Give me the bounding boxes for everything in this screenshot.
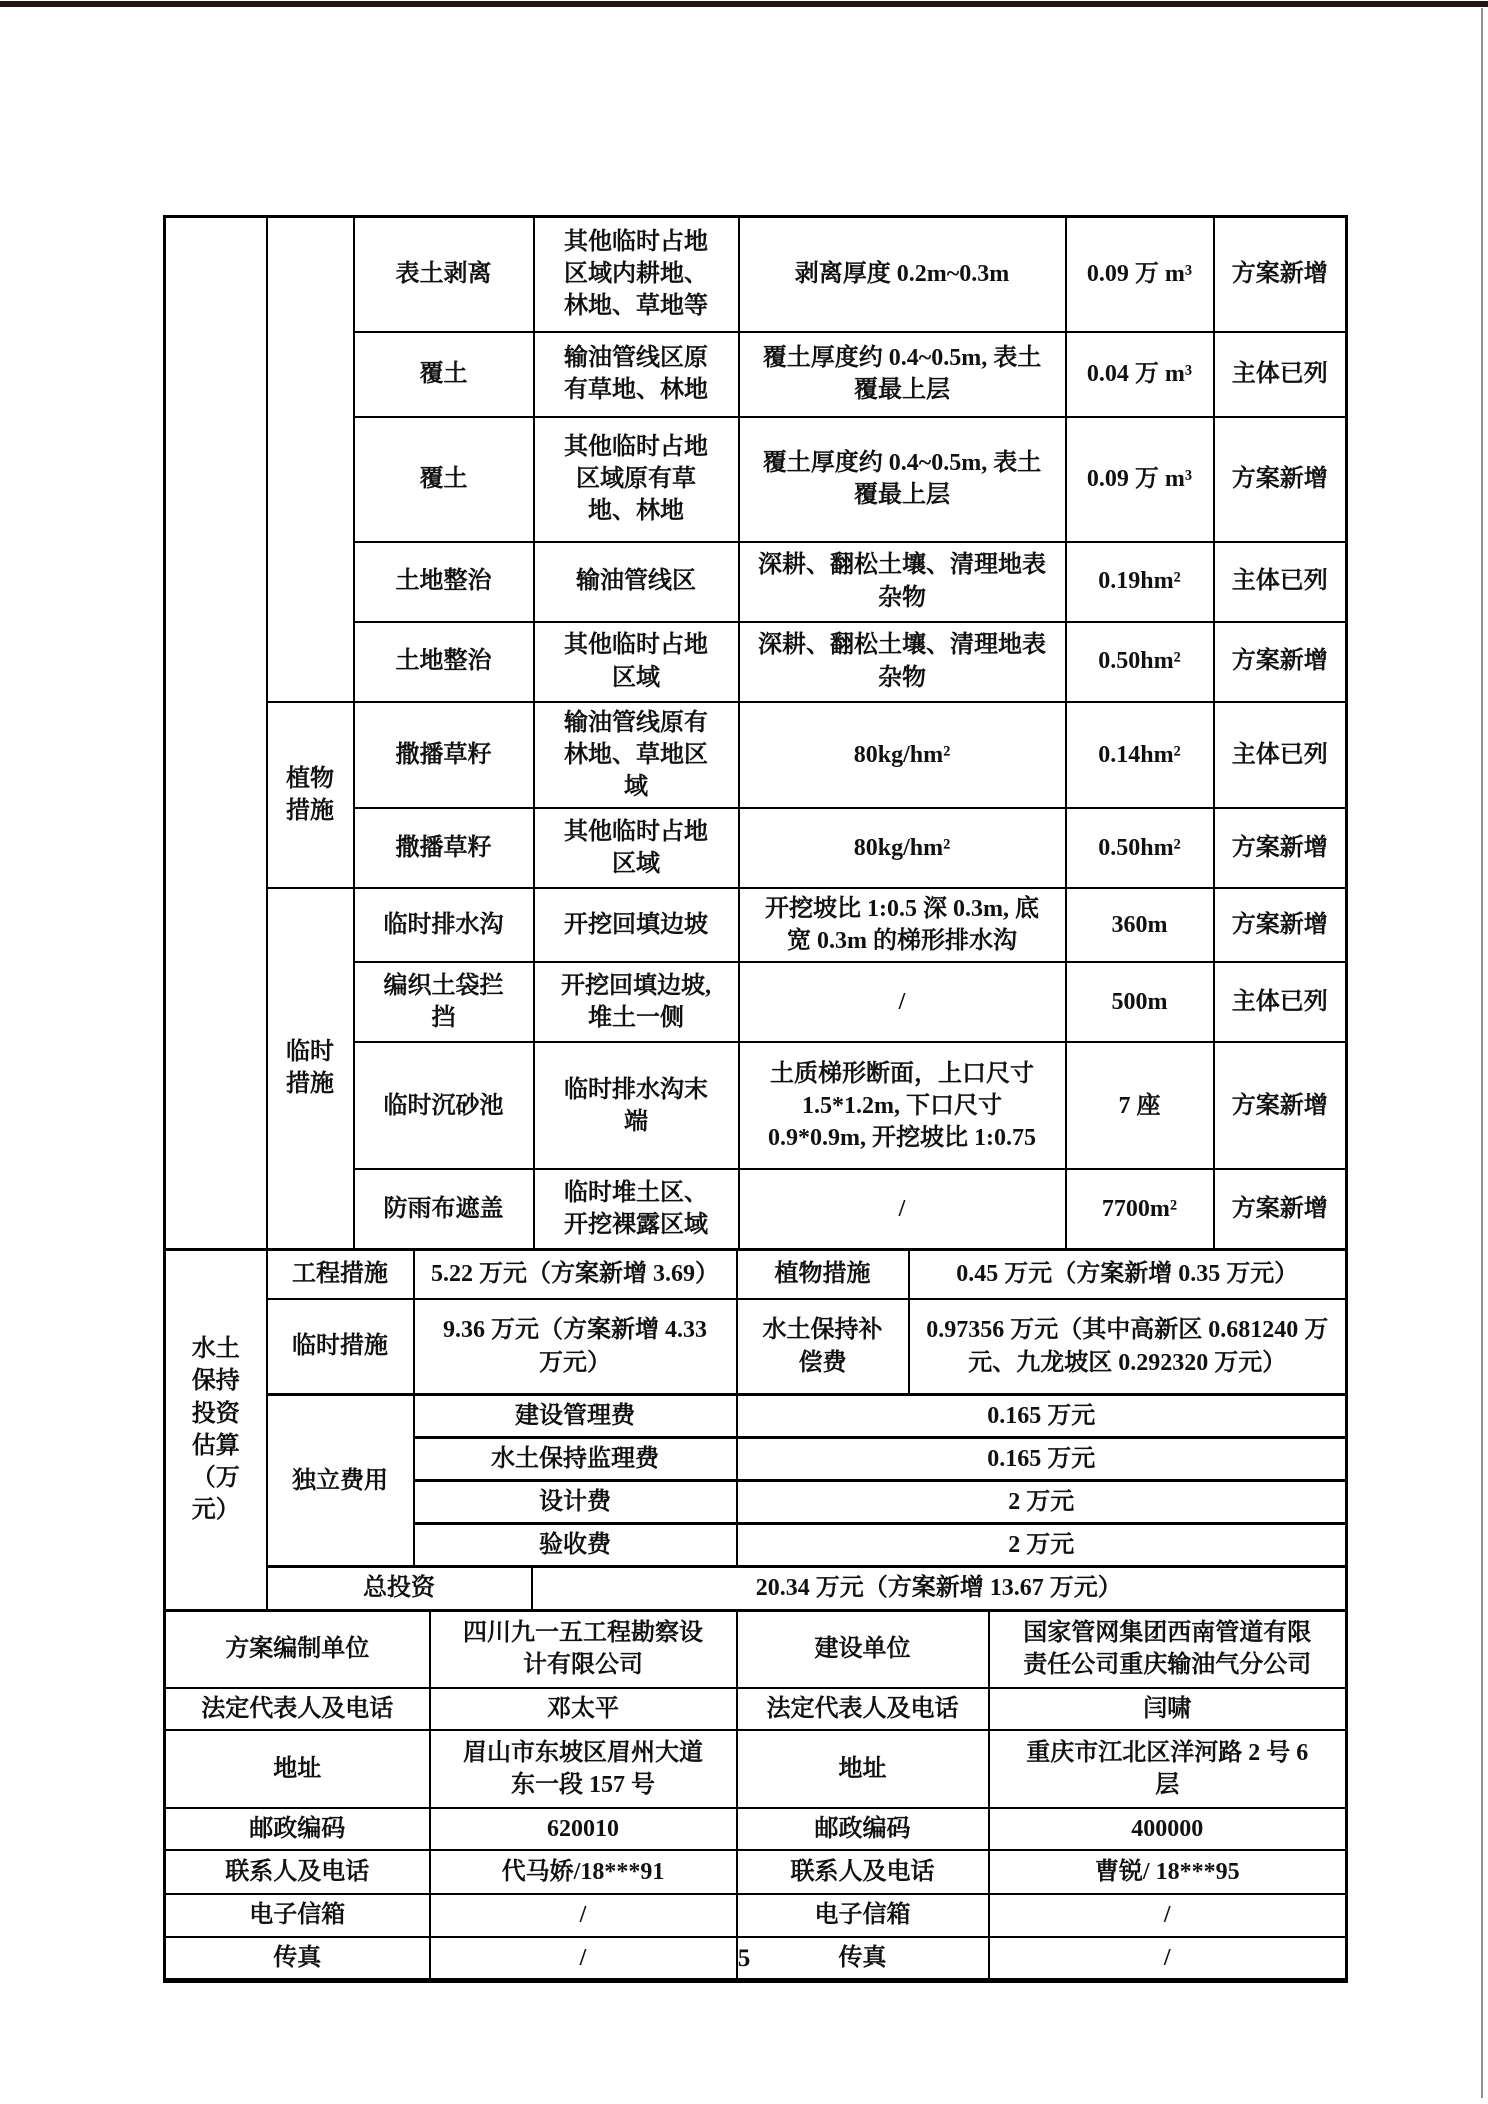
- measure-location-cell: 其他临时占地区域原有草地、林地: [534, 417, 739, 542]
- table-row: [165, 1610, 1347, 1688]
- info-value-cell: 邓太平: [430, 1688, 737, 1730]
- info-value-cell: 眉山市东坡区眉州大道东一段 157 号: [430, 1730, 737, 1808]
- measure-quantity-cell: 0.09 万 m³: [1066, 217, 1214, 332]
- empty-cell: [267, 217, 354, 702]
- temporary-measures-label: 临时措施: [267, 1299, 414, 1394]
- measure-name-cell: 防雨布遮盖: [354, 1169, 534, 1249]
- measure-note-cell: 主体已列: [1214, 702, 1347, 808]
- measure-location-cell: 输油管线区: [534, 542, 739, 622]
- measure-spec-cell: /: [739, 1169, 1066, 1249]
- info-label-cell: 传真: [737, 1937, 989, 1981]
- info-value-cell: /: [430, 1894, 737, 1936]
- fee-name-cell: 设计费: [414, 1481, 737, 1524]
- measure-group-label: 植物措施: [267, 702, 354, 888]
- page-number: 5: [737, 1945, 751, 1972]
- fee-name-cell: 建设管理费: [414, 1394, 737, 1437]
- measure-quantity-cell: 500m: [1066, 962, 1214, 1042]
- measure-location-cell: 其他临时占地区域内耕地、林地、草地等: [534, 217, 739, 332]
- fee-value-cell: 2 万元: [737, 1524, 1347, 1567]
- info-label-cell: 地址: [165, 1730, 430, 1808]
- measure-name-cell: 编织土袋拦挡: [354, 962, 534, 1042]
- total-investment-value: 20.34 万元（方案新增 13.67 万元）: [532, 1567, 1347, 1610]
- table-row: [165, 888, 1347, 962]
- info-label-cell: 电子信箱: [737, 1894, 989, 1936]
- info-label-cell: 联系人及电话: [165, 1850, 430, 1894]
- measure-name-cell: 覆土: [354, 417, 534, 542]
- measure-location-cell: 其他临时占地区域: [534, 808, 739, 888]
- fee-value-cell: 0.165 万元: [737, 1437, 1347, 1480]
- measure-location-cell: 临时排水沟末端: [534, 1042, 739, 1169]
- measure-name-cell: 临时沉砂池: [354, 1042, 534, 1169]
- info-label-cell: 地址: [737, 1730, 989, 1808]
- independent-cost-label: 独立费用: [267, 1394, 414, 1567]
- measure-note-cell: 方案新增: [1214, 417, 1347, 542]
- info-value-cell: 国家管网集团西南管道有限责任公司重庆输油气分公司: [989, 1610, 1347, 1688]
- measure-spec-cell: 开挖坡比 1:0.5 深 0.3m, 底宽 0.3m 的梯形排水沟: [739, 888, 1066, 962]
- info-value-cell: 代马娇/18***91: [430, 1850, 737, 1894]
- info-label-cell: 建设单位: [737, 1610, 989, 1688]
- measure-name-cell: 土地整治: [354, 622, 534, 702]
- measure-quantity-cell: 360m: [1066, 888, 1214, 962]
- investment-table: [163, 1248, 1348, 1612]
- fee-value-cell: 0.165 万元: [737, 1394, 1347, 1437]
- engineering-measures-value: 5.22 万元（方案新增 3.69）: [414, 1249, 737, 1299]
- table-row: [165, 1567, 1347, 1610]
- top-edge-bar: [0, 1, 1488, 7]
- measure-quantity-cell: 0.50hm²: [1066, 808, 1214, 888]
- info-label-cell: 电子信箱: [165, 1894, 430, 1936]
- table-row: [165, 1730, 1347, 1808]
- measure-spec-cell: 80kg/hm²: [739, 808, 1066, 888]
- table-row: [165, 217, 1347, 332]
- measure-note-cell: 方案新增: [1214, 888, 1347, 962]
- info-label-cell: 联系人及电话: [737, 1850, 989, 1894]
- info-label-cell: 方案编制单位: [165, 1610, 430, 1688]
- measure-name-cell: 表土剥离: [354, 217, 534, 332]
- table-row: [165, 1808, 1347, 1850]
- info-value-cell: 闫啸: [989, 1688, 1347, 1730]
- measure-location-cell: 其他临时占地区域: [534, 622, 739, 702]
- table-area: [163, 215, 1345, 1983]
- info-label-cell: 传真: [165, 1937, 430, 1981]
- page-edge-line: [1481, 8, 1483, 2098]
- measure-spec-cell: 土质梯形断面，上口尺寸 1.5*1.2m, 下口尺寸 0.9*0.9m, 开挖坡比 1:0.75: [739, 1042, 1066, 1169]
- measure-spec-cell: 覆土厚度约 0.4~0.5m, 表土覆最上层: [739, 332, 1066, 417]
- table-row: [165, 1894, 1347, 1936]
- contact-info-table: [163, 1609, 1348, 1983]
- info-value-cell: 重庆市江北区洋河路 2 号 6 层: [989, 1730, 1347, 1808]
- measure-quantity-cell: 0.14hm²: [1066, 702, 1214, 808]
- info-label-cell: 邮政编码: [165, 1808, 430, 1850]
- investment-section-label: 水土保持投资估算（万元）: [165, 1249, 267, 1610]
- measure-spec-cell: 覆土厚度约 0.4~0.5m, 表土覆最上层: [739, 417, 1066, 542]
- measure-note-cell: 主体已列: [1214, 962, 1347, 1042]
- measure-note-cell: 主体已列: [1214, 542, 1347, 622]
- measure-quantity-cell: 0.50hm²: [1066, 622, 1214, 702]
- measure-name-cell: 撒播草籽: [354, 702, 534, 808]
- info-label-cell: 法定代表人及电话: [737, 1688, 989, 1730]
- measure-spec-cell: 剥离厚度 0.2m~0.3m: [739, 217, 1066, 332]
- measure-spec-cell: 80kg/hm²: [739, 702, 1066, 808]
- measure-location-cell: 临时堆土区、开挖裸露区域: [534, 1169, 739, 1249]
- table-row: [165, 1850, 1347, 1894]
- plant-measures-value: 0.45 万元（方案新增 0.35 万元）: [909, 1249, 1347, 1299]
- engineering-measures-label: 工程措施: [267, 1249, 414, 1299]
- measure-quantity-cell: 7 座: [1066, 1042, 1214, 1169]
- temporary-measures-value: 9.36 万元（方案新增 4.33 万元）: [414, 1299, 737, 1394]
- info-label-cell: 邮政编码: [737, 1808, 989, 1850]
- measure-name-cell: 临时排水沟: [354, 888, 534, 962]
- info-value-cell: /: [989, 1894, 1347, 1936]
- measure-name-cell: 土地整治: [354, 542, 534, 622]
- total-investment-label: 总投资: [267, 1567, 532, 1610]
- measure-spec-cell: 深耕、翻松土壤、清理地表杂物: [739, 542, 1066, 622]
- measures-table: [163, 215, 1348, 1251]
- measure-name-cell: 撒播草籽: [354, 808, 534, 888]
- measure-quantity-cell: 0.04 万 m³: [1066, 332, 1214, 417]
- measure-note-cell: 方案新增: [1214, 217, 1347, 332]
- measure-location-cell: 开挖回填边坡: [534, 888, 739, 962]
- measure-quantity-cell: 7700m²: [1066, 1169, 1214, 1249]
- fee-name-cell: 水土保持监理费: [414, 1437, 737, 1480]
- measure-note-cell: 方案新增: [1214, 1169, 1347, 1249]
- measure-group-label: 临时措施: [267, 888, 354, 1249]
- measure-note-cell: 方案新增: [1214, 1042, 1347, 1169]
- table-row: [165, 702, 1347, 808]
- table-row: [165, 1299, 1347, 1394]
- info-value-cell: /: [989, 1937, 1347, 1981]
- measure-location-cell: 输油管线区原有草地、林地: [534, 332, 739, 417]
- measure-location-cell: 输油管线原有林地、草地区域: [534, 702, 739, 808]
- compensation-fee-value: 0.97356 万元（其中高新区 0.681240 万元、九龙坡区 0.292320 万元）: [909, 1299, 1347, 1394]
- measure-quantity-cell: 0.09 万 m³: [1066, 417, 1214, 542]
- fee-name-cell: 验收费: [414, 1524, 737, 1567]
- fee-value-cell: 2 万元: [737, 1481, 1347, 1524]
- info-value-cell: 400000: [989, 1808, 1347, 1850]
- measure-name-cell: 覆土: [354, 332, 534, 417]
- measure-note-cell: 方案新增: [1214, 808, 1347, 888]
- info-value-cell: 620010: [430, 1808, 737, 1850]
- measure-spec-cell: 深耕、翻松土壤、清理地表杂物: [739, 622, 1066, 702]
- table-row: [165, 1394, 1347, 1437]
- table-row: [165, 1688, 1347, 1730]
- measure-note-cell: 主体已列: [1214, 332, 1347, 417]
- empty-cell: [165, 217, 267, 1250]
- info-value-cell: 四川九一五工程勘察设计有限公司: [430, 1610, 737, 1688]
- plant-measures-label: 植物措施: [737, 1249, 909, 1299]
- measure-quantity-cell: 0.19hm²: [1066, 542, 1214, 622]
- compensation-fee-label: 水土保持补偿费: [737, 1299, 909, 1394]
- table-row: [165, 1249, 1347, 1299]
- info-label-cell: 法定代表人及电话: [165, 1688, 430, 1730]
- info-value-cell: 曹锐/ 18***95: [989, 1850, 1347, 1894]
- measure-note-cell: 方案新增: [1214, 622, 1347, 702]
- measure-location-cell: 开挖回填边坡, 堆土一侧: [534, 962, 739, 1042]
- measure-spec-cell: /: [739, 962, 1066, 1042]
- info-value-cell: /: [430, 1937, 737, 1981]
